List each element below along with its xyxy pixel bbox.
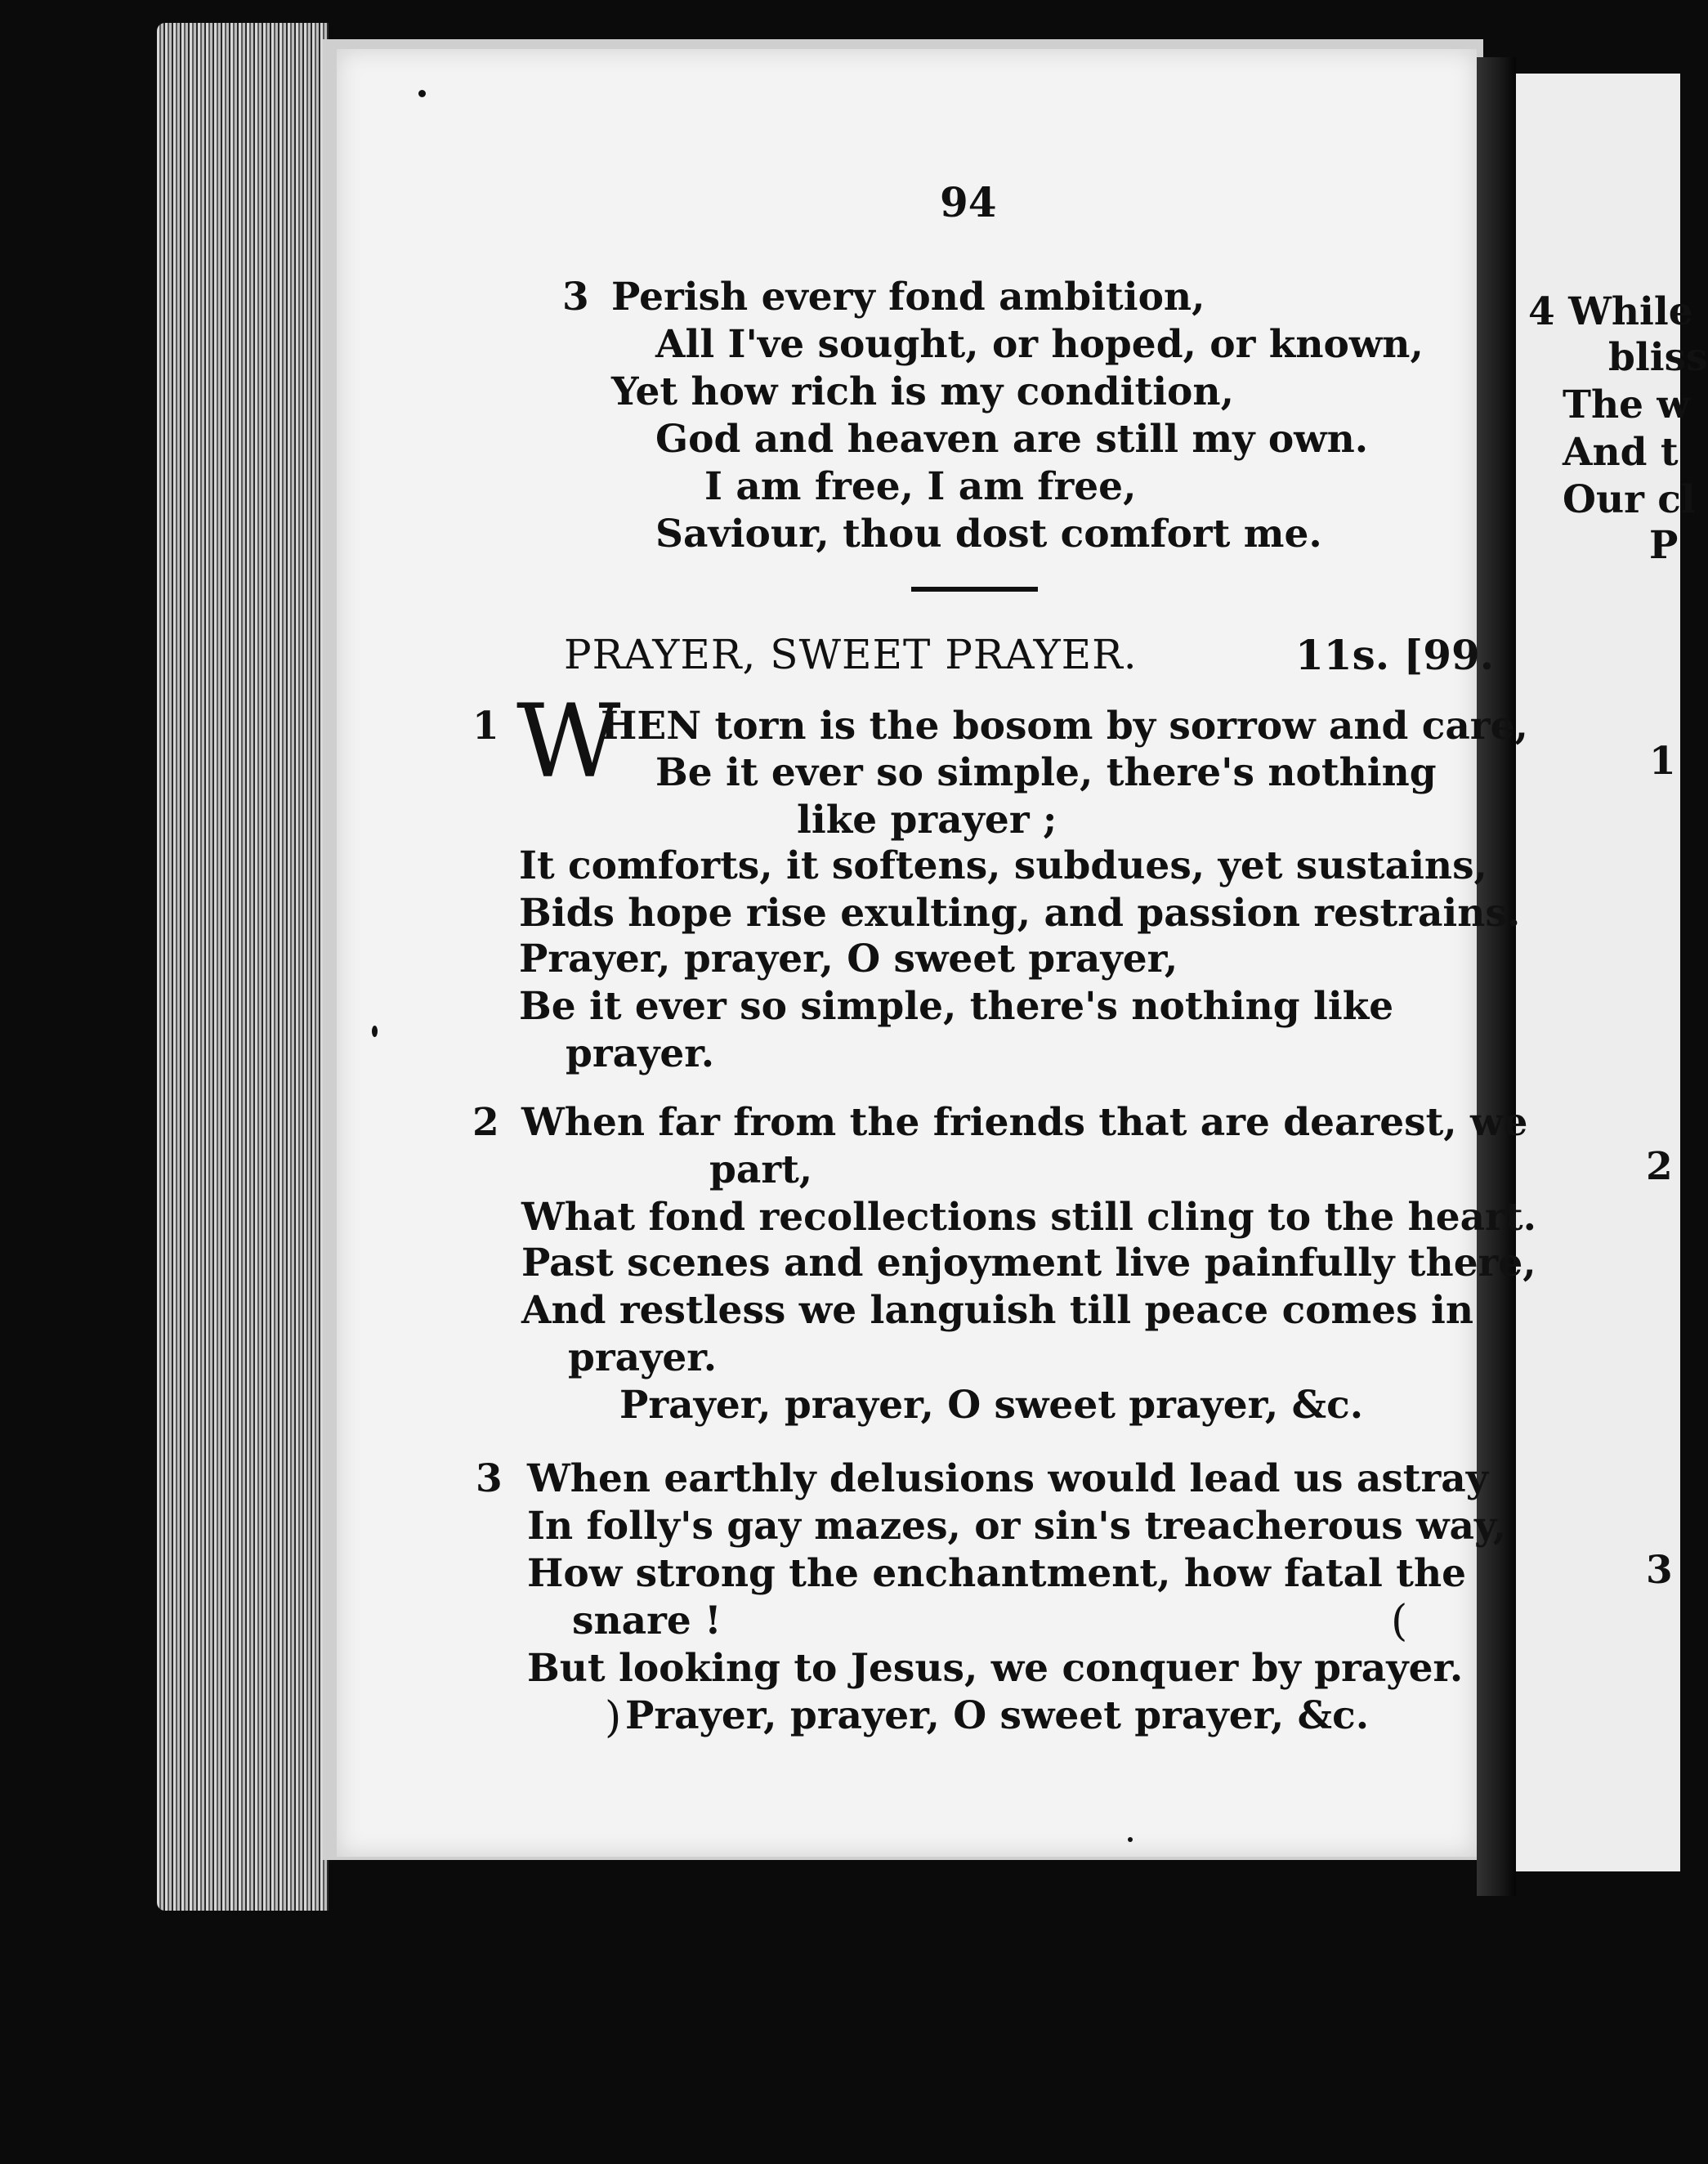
verse-line: Bids hope rise exulting, and passion restrains. <box>519 891 1521 936</box>
verse-line: like prayer ; <box>797 798 1057 843</box>
verse-line: And restless we languish till peace comes in <box>521 1288 1474 1333</box>
verse-line: It comforts, it softens, subdues, yet sustains, <box>519 843 1487 888</box>
next-page-number: 1 <box>1649 739 1676 784</box>
verse-line: HEN torn is the bosom by sorrow and care, <box>601 704 1528 749</box>
verse-line: Saviour, thou dost comfort me. <box>655 512 1322 557</box>
next-page-line: The w <box>1563 382 1690 427</box>
verse-line: Prayer, prayer, O sweet prayer, &c. <box>625 1693 1370 1738</box>
verse-line: part, <box>709 1147 813 1192</box>
hymn-meter: 11s. [99. <box>1295 631 1495 679</box>
verse-line: Prayer, prayer, O sweet prayer, <box>519 937 1178 981</box>
verse-line: God and heaven are still my own. <box>655 417 1369 462</box>
next-page-number: 2 <box>1646 1144 1673 1189</box>
next-page-line: bliss <box>1608 335 1708 380</box>
stanza-number: 2 <box>472 1100 499 1145</box>
ink-speck <box>418 90 426 97</box>
verse-line: How strong the enchantment, how fatal the <box>527 1551 1467 1596</box>
book-gutter <box>1477 57 1516 1896</box>
verse-line: What fond recollections still cling to the heart. <box>521 1195 1536 1240</box>
verse-line: I am free, I am free, <box>704 464 1137 509</box>
next-page-line: Our cl <box>1563 477 1696 522</box>
verse-line: Perish every fond ambition, <box>611 275 1205 320</box>
verse-line: When far from the friends that are dearest, we <box>521 1100 1528 1145</box>
page-number: 94 <box>940 178 997 226</box>
verse-line: Prayer, prayer, O sweet prayer, &c. <box>619 1383 1364 1428</box>
next-page-line: 4 While <box>1528 289 1693 334</box>
stanza-number: 3 <box>476 1456 503 1501</box>
book-fore-edge <box>157 23 329 1911</box>
verse-line: snare ! <box>572 1598 722 1643</box>
verse-line: When earthly delusions would lead us astray <box>527 1456 1489 1501</box>
verse-line: Be it ever so simple, there's nothing <box>655 750 1437 795</box>
stanza-number: 3 <box>562 275 589 320</box>
verse-line: But looking to Jesus, we conquer by prayer. <box>527 1646 1464 1691</box>
stanza-number: 1 <box>472 704 499 749</box>
hymn-title: PRAYER, SWEET PRAYER. <box>564 631 1138 678</box>
verse-line: All I've sought, or hoped, or known, <box>655 322 1424 367</box>
verse-line: Yet how rich is my condition, <box>611 369 1234 414</box>
verse-line: In folly's gay mazes, or sin's treacherous way, <box>527 1504 1507 1549</box>
section-divider <box>911 587 1038 592</box>
ink-speck <box>1128 1837 1133 1842</box>
next-page-line: P <box>1649 523 1679 568</box>
next-page-line: And t <box>1563 430 1679 475</box>
verse-line: Be it ever so simple, there's nothing like <box>519 984 1394 1029</box>
next-page-number: 3 <box>1646 1548 1673 1593</box>
verse-line: Past scenes and enjoyment live painfully there, <box>521 1241 1536 1285</box>
drop-cap: W <box>516 683 621 801</box>
verse-line: prayer. <box>568 1335 718 1380</box>
verse-line: prayer. <box>566 1031 715 1076</box>
ink-speck <box>372 1026 378 1037</box>
margin-mark: ( <box>1391 1597 1408 1646</box>
margin-mark: ) <box>605 1693 622 1742</box>
